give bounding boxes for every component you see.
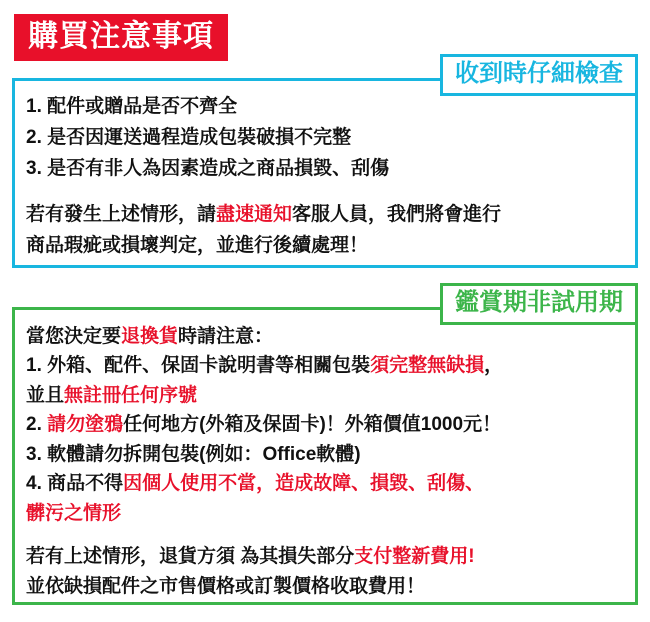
section-2-foot-line-1 bbox=[26, 542, 630, 571]
list-item: 3. 軟體請勿拆開包裝(例如：Office軟體) bbox=[26, 443, 361, 465]
list-item: 3. 是否有非人為因素造成之商品損毀、刮傷 bbox=[26, 157, 390, 179]
note-text-b: 客服人員，我們將會進行 bbox=[292, 204, 502, 226]
section-1-header: 收到時仔細檢查 bbox=[440, 54, 638, 96]
item-2-number: 2. bbox=[26, 414, 48, 436]
list-item: 1. 配件或贈品是否不齊全 bbox=[26, 96, 238, 117]
section-2-foot-line-2: 並依缺損配件之市售價格或訂製價格收取費用！ bbox=[26, 575, 426, 597]
item-1-highlight: 須完整無缺損 bbox=[370, 355, 485, 377]
item-2-text: 任何地方(外箱及保固卡)！外箱價值1000元！ bbox=[123, 414, 502, 436]
section-2-lead bbox=[26, 322, 630, 351]
spacer bbox=[26, 184, 626, 200]
item-1-text-a: 1. 外箱、配件、保固卡說明書等相關包裝 bbox=[26, 355, 371, 377]
lead-highlight: 退換貨 bbox=[121, 326, 179, 347]
lead-text-a: 當您決定要 bbox=[26, 326, 122, 347]
item-1-text-b: ， bbox=[484, 355, 504, 377]
section-1-note-line-2: 商品瑕疵或損壞判定，並進行後續處理！ bbox=[26, 235, 369, 257]
item-4-text: 4. 商品不得 bbox=[26, 473, 124, 495]
page-title: 購買注意事項 bbox=[14, 14, 228, 61]
note-text-a: 若有發生上述情形，請 bbox=[26, 204, 217, 226]
item-2-highlight: 請勿塗鴉 bbox=[47, 414, 124, 436]
list-item bbox=[26, 351, 630, 380]
item-1-line2-highlight: 無註冊任何序號 bbox=[64, 384, 198, 406]
note-highlight: 盡速通知 bbox=[216, 204, 293, 226]
section-1-note-line-1 bbox=[26, 200, 626, 231]
spacer bbox=[26, 528, 630, 542]
item-4-line2-highlight: 髒污之情形 bbox=[26, 502, 122, 524]
list-item: 2. 是否因運送過程造成包裝破損不完整 bbox=[26, 126, 352, 148]
list-item-continued bbox=[26, 381, 630, 410]
foot-text: 若有上述情形，退貨方須 為其損失部分 bbox=[26, 546, 355, 568]
item-4-highlight: 因個人使用不當，造成故障、損毀、刮傷、 bbox=[123, 473, 485, 495]
lead-text-b: 時請注意： bbox=[178, 326, 274, 347]
item-1-line2-text: 並且 bbox=[26, 384, 65, 406]
list-item bbox=[26, 469, 630, 498]
list-item bbox=[26, 410, 630, 439]
section-2-body bbox=[26, 322, 630, 601]
section-1-body bbox=[26, 92, 626, 262]
foot-highlight: 支付整新費用! bbox=[354, 546, 475, 568]
section-2-header: 鑑賞期非試用期 bbox=[440, 283, 638, 325]
